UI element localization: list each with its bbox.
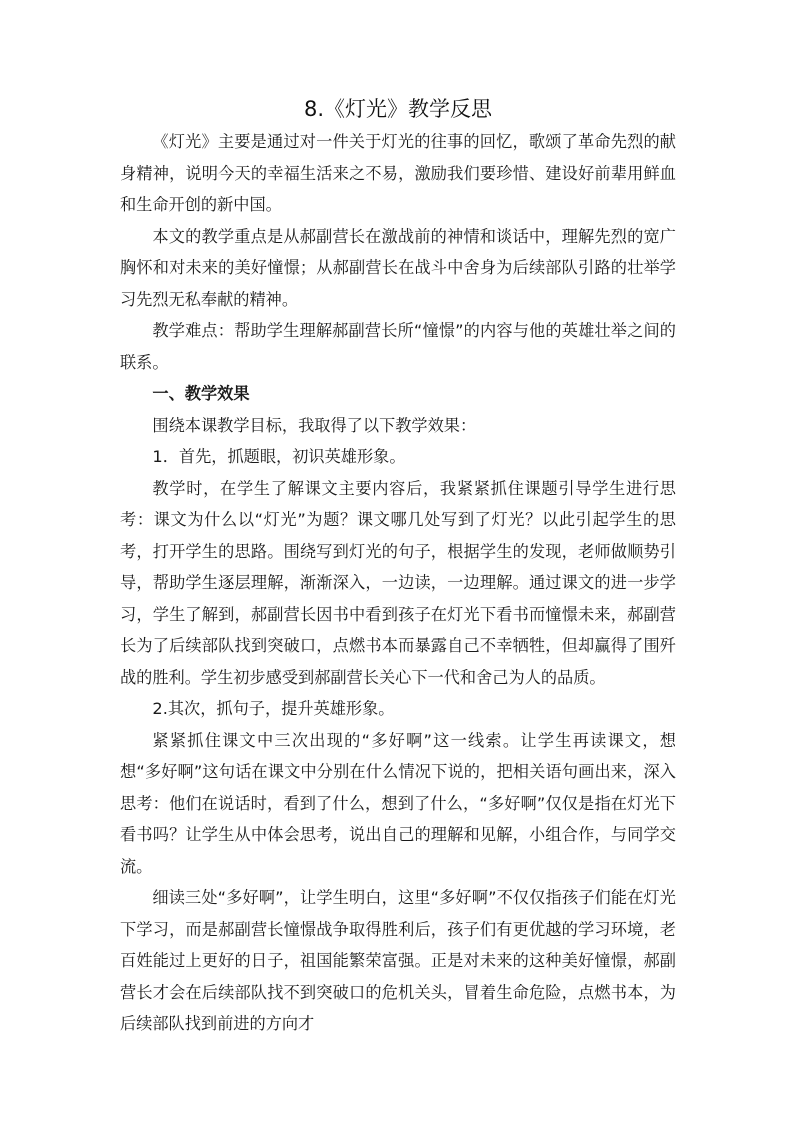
intro-paragraph-1: 《灯光》主要是通过对一件关于灯光的往事的回忆，歌颂了革命先烈的献身精神，说明今天的幸福生活来之不易，激励我们要珍惜、建设好前辈用鲜血和生命开创的新中国。 xyxy=(120,132,676,214)
point-2-body-1: 紧紧抓住课文中三次出现的“多好啊”这一线索。让学生再读课文，想想“多好啊”这句话在课文中分别在什么情况下说的，把相关语句画出来，深入思考：他们在说话时，看到了什么，想到了什么，“多好啊”仅仅是指在灯光下看书吗？让学生从中体会思考，说出自己的理解和见解，小组合作，与同学交流。 xyxy=(120,730,676,876)
document-page xyxy=(120,92,676,1040)
point-2-body-2: 细读三处“多好啊”，让学生明白，这里“多好啊”不仅仅指孩子们能在灯光下学习，而是郝副营长憧憬战争取得胜利后，孩子们有更优越的学习环境，老百姓能过上更好的日子，祖国能繁荣富强。正是对未来的这种美好憧憬，郝副营长才会在后续部队找不到突破口的危机关头，冒着生命危险，点燃书本，为后续部队找到前进的方向才 xyxy=(120,888,676,1033)
intro-paragraph-3: 教学难点：帮助学生理解郝副营长所“憧憬”的内容与他的英雄壮举之间的联系。 xyxy=(120,321,676,372)
document-title: 8.《灯光》教学反思 xyxy=(303,97,493,121)
intro-paragraph-2: 本文的教学重点是从郝副营长在激战前的神情和谈话中，理解先烈的宽广胸怀和对未来的美好憧憬；从郝副营长在战斗中舍身为后续部队引路的壮举学习先烈无私奉献的精神。 xyxy=(120,226,676,309)
point-2-title: 2.其次，抓句子，提升英雄形象。 xyxy=(152,699,395,718)
section-intro-paragraph: 围绕本课教学目标，我取得了以下教学效果： xyxy=(152,415,477,435)
point-1-body: 教学时，在学生了解课文主要内容后，我紧紧抓住课题引导学生进行思考：课文为什么以“灯光”为题？课文哪几处写到了灯光？以此引起学生的思考，打开学生的思路。围绕写到灯光的句子，根据学生的发现，老师做顺势引导，帮助学生逐层理解，渐渐深入，一边读，一边理解。通过课文的进一步学习，学生了解到，郝副营长因书中看到孩子在灯光下看书而憧憬未来，郝副营长为了后续部队找到突破口，点燃书本而暴露自己不幸牺牲，但却赢得了围歼战的胜利。学生初步感受到郝副营长关心下一代和舍己为人的品质。 xyxy=(120,478,676,687)
point-1-title: 1．首先，抓题眼，初识英雄形象。 xyxy=(152,447,406,466)
section-heading-teaching-effects: 一、教学效果 xyxy=(152,384,250,403)
